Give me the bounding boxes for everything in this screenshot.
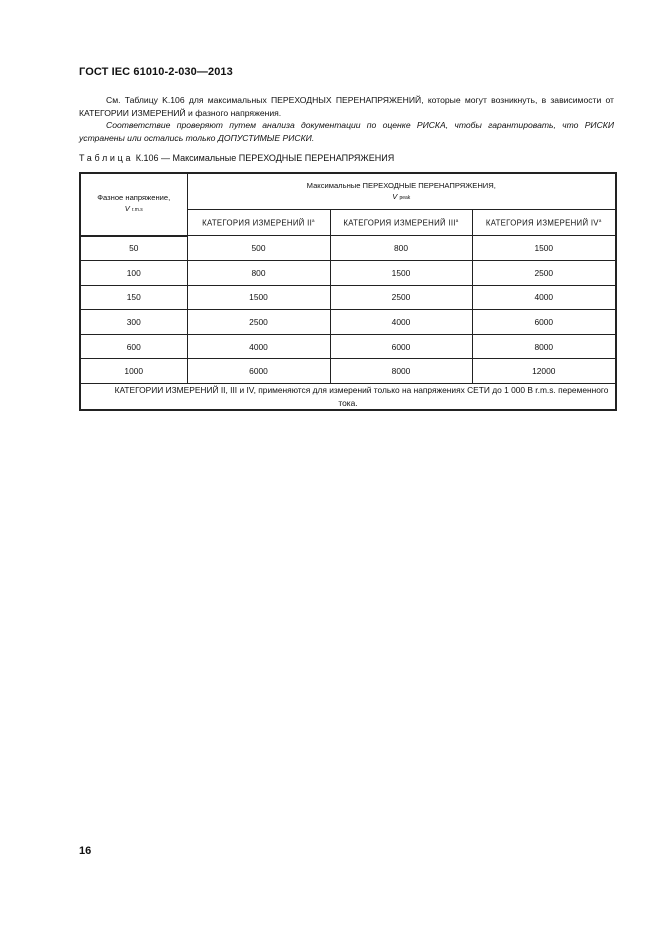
paragraph-compliance [79,119,614,144]
phase-voltage-cell: 1000 [80,359,187,384]
phase-voltage-header [80,173,187,236]
phase-voltage-cell: 150 [80,285,187,310]
phase-voltage-cell: 50 [80,236,187,261]
cat-ii-cell: 2500 [187,310,330,335]
paragraph-text: См. Таблицу K.106 для максимальных ПЕРЕХОДНЫХ ПЕРЕНАПРЯЖЕНИЙ, которые могут возникнуть, в зависимости от КАТЕГОРИИ ИЗМЕРЕНИЙ и фазного напряжения. [79,95,614,118]
cat-iii-cell: 6000 [330,334,472,359]
max-overvoltage-header-label: Максимальные ПЕРЕХОДНЫЕ ПЕРЕНАПРЯЖЕНИЯ, [306,180,496,190]
cat-iii-cell: 800 [330,236,472,261]
table-caption-text: К.106 — Максимальные ПЕРЕХОДНЫЕ ПЕРЕНАПРЯЖЕНИЯ [135,153,395,163]
cat-iii-cell: 8000 [330,359,472,384]
cat-iii-cell: 2500 [330,285,472,310]
phase-voltage-cell: 600 [80,334,187,359]
cat-ii-cell: 500 [187,236,330,261]
page-number: 16 [79,845,92,857]
max-overvoltage-header-unit: V peak [392,191,411,201]
document-header: ГОСТ IEC 61010-2-030—2013 [79,66,233,78]
phase-voltage-header-label: Фазное напряжение, [97,193,171,203]
transient-overvoltage-table [79,172,617,411]
cat-iv-cell: 4000 [472,285,616,310]
cat-ii-cell: 4000 [187,334,330,359]
category-header-ii: КАТЕГОРИЯ ИЗМЕРЕНИЙ $II^a$ [187,210,330,236]
cat-iv-cell: 6000 [472,310,616,335]
cat-ii-cell: 800 [187,261,330,286]
paragraph-table-reference [79,94,614,119]
table-note [80,384,616,411]
table-caption [79,153,394,163]
table-note-row [80,384,616,411]
phase-voltage-header-unit: V r.m.s [124,204,143,214]
cat-ii-cell: 6000 [187,359,330,384]
table-row [80,236,616,261]
category-header-iv: КАТЕГОРИЯ ИЗМЕРЕНИЙ $IV^a$ [472,210,616,236]
table-row [80,359,616,384]
paragraph-text: Соответствие проверяют путем анализа документации по оценке РИСКА, чтобы гарантировать, что РИСКИ устранены или остались только ДОПУСТИМЫЕ РИСКИ. [79,120,614,143]
category-header-iii: КАТЕГОРИЯ ИЗМЕРЕНИЙ III$^a$ [330,210,472,236]
cat-ii-cell: 1500 [187,285,330,310]
cat-iv-cell: 2500 [472,261,616,286]
table-note-text: КАТЕГОРИИ ИЗМЕРЕНИЙ II, III и IV, применяются для измерений только на напряжениях СЕТИ до 1 000 В r.m.s. переменного тока. [114,385,609,408]
cat-iii-cell: 1500 [330,261,472,286]
table-caption-label: Таблица [79,153,134,163]
max-overvoltage-header [187,173,616,210]
phase-voltage-cell: 300 [80,310,187,335]
cat-iv-cell: 1500 [472,236,616,261]
cat-iv-cell: 8000 [472,334,616,359]
cat-iii-cell: 4000 [330,310,472,335]
phase-voltage-cell: 100 [80,261,187,286]
table-row [80,285,616,310]
table-row [80,310,616,335]
cat-iv-cell: 12000 [472,359,616,384]
table-row [80,261,616,286]
table-row [80,334,616,359]
